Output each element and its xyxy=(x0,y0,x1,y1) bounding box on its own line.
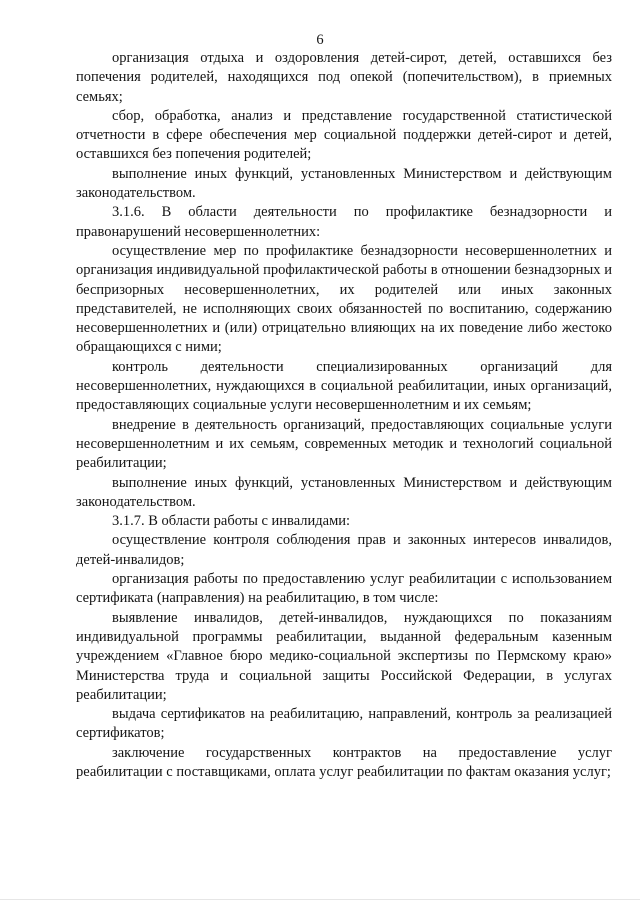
paragraph-identification-disabled: выявление инвалидов, детей-инвалидов, нуждающихся по показаниям индивидуальной программы реабилитации, выданной федеральным казенным учреждением «Главное бюро медико-социальной экспертизы по Пермскому краю» Министерства труда и социальной защиты Российской Федерации, в услугах реабилитации; xyxy=(76,609,612,703)
paragraph-rights-control: осуществление контроля соблюдения прав и законных интересов инвалидов, детей-инвалидов; xyxy=(76,532,612,568)
section-heading-3-1-6: 3.1.6. В области деятельности по профилактике безнадзорности и правонарушений несовершеннолетних: xyxy=(76,204,612,240)
paragraph-control-organizations: контроль деятельности специализированных организаций для несовершеннолетних, нуждающихся в социальной реабилитации, иных организаций, предоставляющих социальные услуги несовершеннолетним и их семьям; xyxy=(76,358,612,414)
section-heading-3-1-7: 3.1.7. В области работы с инвалидами: xyxy=(112,513,351,530)
document-body xyxy=(76,49,612,782)
paragraph-rehabilitation-certificate: организация работы по предоставлению услуг реабилитации с использованием сертификата (направления) на реабилитацию, в том числе: xyxy=(76,571,612,607)
paragraph-statistical-reporting: сбор, обработка, анализ и представление государственной статистической отчетности в сфере обеспечения мер социальной поддержки детей-сирот и детей, оставшихся без попечения родителей; xyxy=(76,107,612,163)
paragraph-introduction-methods: внедрение в деятельность организаций, предоставляющих социальные услуги несовершеннолетним и их семьям, современных методик и технологий социальной реабилитации; xyxy=(76,416,612,472)
page-bottom-divider xyxy=(0,899,640,900)
paragraph-other-functions: выполнение иных функций, установленных Министерством и действующим законодательством. xyxy=(76,474,612,510)
page-number: 6 xyxy=(316,32,324,48)
paragraph-certificate-issuance: выдача сертификатов на реабилитацию, направлений, контроль за реализацией сертификатов; xyxy=(76,706,612,742)
paragraph-orphan-recreation: организация отдыха и оздоровления детей-сирот, детей, оставшихся без попечения родителей, находящихся под опекой (попечительством), в приемных семьях; xyxy=(76,50,612,105)
paragraph-other-functions: выполнение иных функций, установленных Министерством и действующим законодательством. xyxy=(76,165,612,202)
paragraph-prevention-measures: осуществление мер по профилактике безнадзорности несовершеннолетних и организация индивидуальной профилактической работы в отношении безнадзорных и беспризорных несовершеннолетних, их родителей или иных законных представителей, не исполняющих своих обязанностей по воспитанию, содержанию несовершеннолетних и (или) отрицательно влияющих на их поведение либо жестоко обращающихся с ними; xyxy=(76,242,612,356)
paragraph-state-contracts: заключение государственных контрактов на предоставление услуг реабилитации с поставщиками, оплата услуг реабилитации по фактам оказания услуг; xyxy=(76,744,612,780)
